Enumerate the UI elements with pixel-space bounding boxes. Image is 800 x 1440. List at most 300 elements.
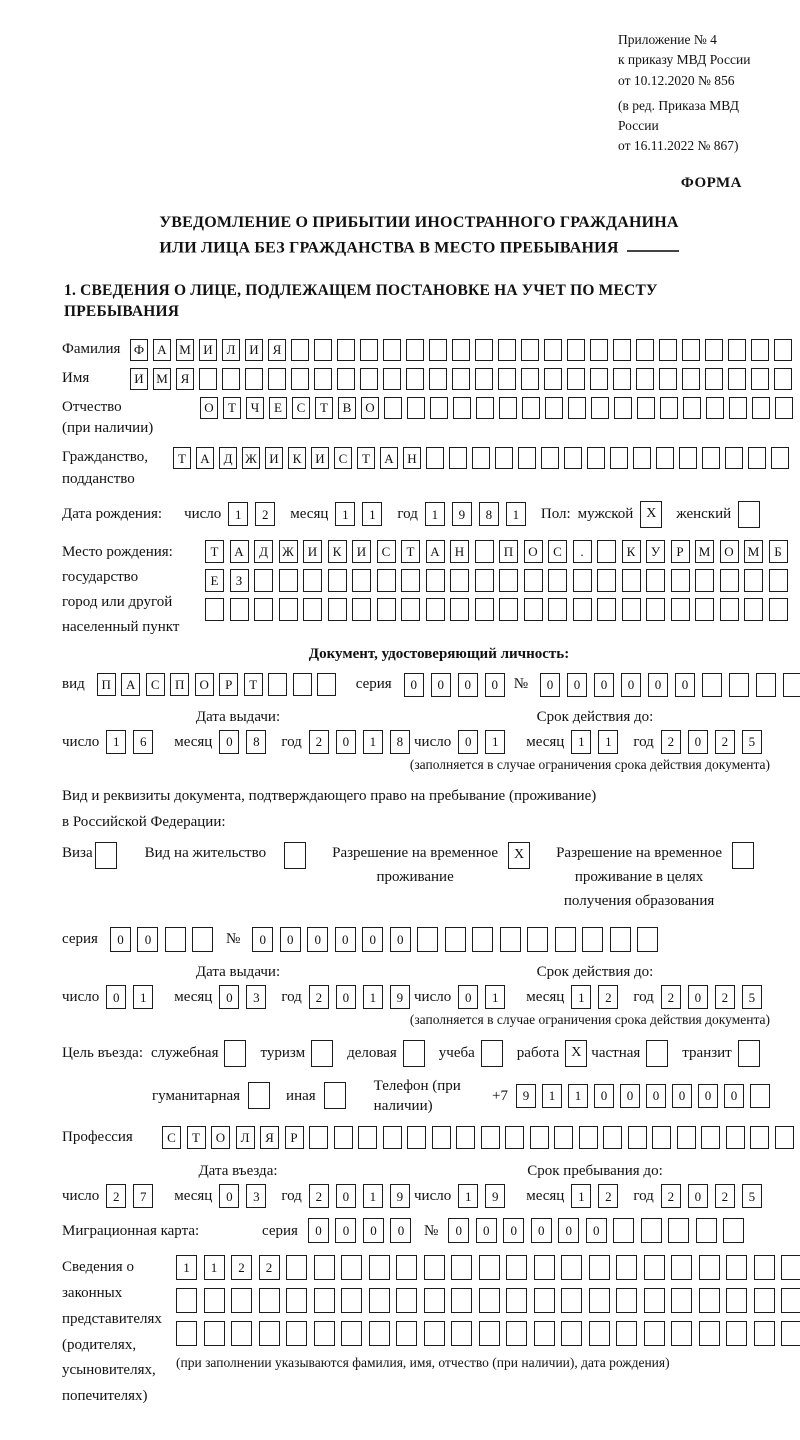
char-cell[interactable] [424,1321,445,1346]
char-cell[interactable] [369,1321,390,1346]
char-cell[interactable] [291,339,309,361]
char-cell[interactable]: 3 [246,985,266,1009]
char-cell[interactable]: 0 [688,1184,708,1208]
char-cell[interactable]: 0 [458,985,478,1009]
char-cell[interactable]: С [334,447,352,469]
char-cell[interactable]: 0 [390,927,411,952]
char-cell[interactable] [671,1255,692,1280]
char-cell[interactable] [587,447,605,469]
char-cell[interactable] [254,569,273,592]
char-cell[interactable] [231,1288,252,1313]
char-cell[interactable] [424,1255,445,1280]
char-cell[interactable]: 0 [531,1218,552,1243]
char-cell[interactable]: 5 [742,730,762,754]
char-cell[interactable]: . [573,540,592,563]
char-cell[interactable] [744,598,763,621]
purpose-work-checkbox[interactable]: X [565,1040,587,1067]
char-cell[interactable]: 0 [110,927,131,952]
char-cell[interactable] [506,1288,527,1313]
char-cell[interactable]: Д [254,540,273,563]
char-cell[interactable] [679,447,697,469]
char-cell[interactable] [479,1321,500,1346]
char-cell[interactable] [472,927,493,952]
char-cell[interactable]: 9 [485,1184,505,1208]
char-cell[interactable] [564,447,582,469]
char-cell[interactable] [341,1255,362,1280]
char-cell[interactable]: 5 [742,1184,762,1208]
purpose-tourism-checkbox[interactable] [311,1040,333,1067]
char-cell[interactable]: И [199,339,217,361]
char-cell[interactable] [384,397,402,419]
char-cell[interactable] [337,368,355,390]
char-cell[interactable] [498,368,516,390]
char-cell[interactable] [644,1255,665,1280]
char-cell[interactable] [268,368,286,390]
char-cell[interactable]: К [288,447,306,469]
char-cell[interactable]: К [328,540,347,563]
char-cell[interactable] [769,598,788,621]
char-cell[interactable] [775,397,793,419]
char-cell[interactable] [646,598,665,621]
char-cell[interactable] [291,368,309,390]
char-cell[interactable]: 0 [448,1218,469,1243]
char-cell[interactable]: 1 [571,730,591,754]
char-cell[interactable] [286,1255,307,1280]
char-cell[interactable] [752,397,770,419]
char-cell[interactable] [341,1288,362,1313]
char-cell[interactable] [579,1126,598,1149]
char-cell[interactable] [613,339,631,361]
char-cell[interactable] [176,1288,197,1313]
char-cell[interactable] [568,397,586,419]
char-cell[interactable]: П [499,540,518,563]
char-cell[interactable] [426,447,444,469]
char-cell[interactable] [783,673,800,697]
char-cell[interactable]: Н [403,447,421,469]
char-cell[interactable] [554,1126,573,1149]
char-cell[interactable] [769,569,788,592]
char-cell[interactable] [720,569,739,592]
char-cell[interactable]: С [146,673,165,696]
char-cell[interactable] [603,1126,622,1149]
char-cell[interactable]: А [196,447,214,469]
char-cell[interactable] [671,598,690,621]
char-cell[interactable]: И [352,540,371,563]
char-cell[interactable] [726,1321,747,1346]
char-cell[interactable] [476,397,494,419]
char-cell[interactable] [522,397,540,419]
char-cell[interactable] [705,368,723,390]
char-cell[interactable] [383,368,401,390]
char-cell[interactable]: 1 [228,502,248,526]
char-cell[interactable]: 0 [503,1218,524,1243]
char-cell[interactable]: 0 [648,673,668,697]
char-cell[interactable]: 0 [307,927,328,952]
char-cell[interactable] [582,927,603,952]
char-cell[interactable] [744,569,763,592]
char-cell[interactable] [231,1321,252,1346]
char-cell[interactable] [204,1288,225,1313]
char-cell[interactable]: 1 [362,502,382,526]
char-cell[interactable] [377,598,396,621]
char-cell[interactable]: 1 [133,985,153,1009]
char-cell[interactable] [352,569,371,592]
char-cell[interactable]: О [524,540,543,563]
char-cell[interactable] [500,927,521,952]
char-cell[interactable]: Ж [279,540,298,563]
char-cell[interactable] [701,1126,720,1149]
char-cell[interactable] [429,339,447,361]
char-cell[interactable] [610,927,631,952]
char-cell[interactable] [705,339,723,361]
char-cell[interactable] [286,1321,307,1346]
char-cell[interactable] [644,1321,665,1346]
char-cell[interactable]: О [361,397,379,419]
char-cell[interactable] [613,368,631,390]
char-cell[interactable] [589,1288,610,1313]
char-cell[interactable] [696,1218,717,1243]
char-cell[interactable]: 2 [661,730,681,754]
char-cell[interactable]: Н [450,540,469,563]
char-cell[interactable]: 9 [516,1084,536,1108]
char-cell[interactable] [192,927,213,952]
char-cell[interactable] [591,397,609,419]
char-cell[interactable] [702,673,722,697]
char-cell[interactable] [406,339,424,361]
char-cell[interactable] [771,447,789,469]
char-cell[interactable] [450,569,469,592]
char-cell[interactable] [314,339,332,361]
char-cell[interactable]: 1 [425,502,445,526]
residence-permit-checkbox[interactable] [284,842,306,869]
char-cell[interactable] [328,598,347,621]
char-cell[interactable] [396,1321,417,1346]
char-cell[interactable]: 7 [133,1184,153,1208]
char-cell[interactable]: 6 [133,730,153,754]
char-cell[interactable]: 8 [246,730,266,754]
char-cell[interactable] [636,339,654,361]
char-cell[interactable] [518,447,536,469]
char-cell[interactable] [616,1255,637,1280]
char-cell[interactable]: 1 [363,1184,383,1208]
char-cell[interactable] [729,673,749,697]
char-cell[interactable] [597,540,616,563]
char-cell[interactable] [781,1255,800,1280]
char-cell[interactable] [567,339,585,361]
char-cell[interactable] [475,569,494,592]
char-cell[interactable]: 2 [598,1184,618,1208]
char-cell[interactable] [407,1126,426,1149]
char-cell[interactable] [659,368,677,390]
char-cell[interactable]: 0 [621,673,641,697]
char-cell[interactable] [521,368,539,390]
char-cell[interactable]: 0 [586,1218,607,1243]
char-cell[interactable]: А [426,540,445,563]
char-cell[interactable] [573,569,592,592]
char-cell[interactable] [505,1126,524,1149]
char-cell[interactable]: Т [205,540,224,563]
char-cell[interactable] [774,368,792,390]
char-cell[interactable] [328,569,347,592]
char-cell[interactable] [774,339,792,361]
char-cell[interactable]: М [176,339,194,361]
char-cell[interactable] [756,673,776,697]
char-cell[interactable] [548,598,567,621]
char-cell[interactable]: 1 [485,985,505,1009]
char-cell[interactable] [309,1126,328,1149]
char-cell[interactable] [527,927,548,952]
char-cell[interactable] [358,1126,377,1149]
char-cell[interactable] [499,598,518,621]
char-cell[interactable] [646,569,665,592]
char-cell[interactable]: 2 [309,730,329,754]
char-cell[interactable] [506,1255,527,1280]
char-cell[interactable] [699,1321,720,1346]
char-cell[interactable] [479,1255,500,1280]
char-cell[interactable]: 1 [458,1184,478,1208]
char-cell[interactable]: 0 [724,1084,744,1108]
char-cell[interactable] [728,339,746,361]
char-cell[interactable] [590,368,608,390]
char-cell[interactable] [286,1288,307,1313]
char-cell[interactable]: 0 [336,985,356,1009]
char-cell[interactable] [751,339,769,361]
char-cell[interactable] [622,569,641,592]
char-cell[interactable]: 0 [219,730,239,754]
char-cell[interactable] [775,1126,794,1149]
char-cell[interactable] [541,447,559,469]
char-cell[interactable] [472,447,490,469]
char-cell[interactable] [637,397,655,419]
char-cell[interactable]: Ф [130,339,148,361]
char-cell[interactable] [165,927,186,952]
char-cell[interactable]: 0 [336,730,356,754]
char-cell[interactable] [668,1218,689,1243]
char-cell[interactable] [726,1126,745,1149]
char-cell[interactable] [430,397,448,419]
char-cell[interactable] [750,1084,770,1108]
char-cell[interactable]: Т [401,540,420,563]
char-cell[interactable]: 2 [598,985,618,1009]
char-cell[interactable]: Е [269,397,287,419]
char-cell[interactable] [555,927,576,952]
sex-male-checkbox[interactable]: X [640,501,662,528]
char-cell[interactable] [610,447,628,469]
char-cell[interactable] [683,397,701,419]
char-cell[interactable]: 2 [715,985,735,1009]
char-cell[interactable]: 2 [661,1184,681,1208]
char-cell[interactable] [534,1321,555,1346]
char-cell[interactable] [314,1288,335,1313]
char-cell[interactable]: 0 [404,673,424,697]
char-cell[interactable] [616,1321,637,1346]
char-cell[interactable] [720,598,739,621]
sex-female-checkbox[interactable] [738,501,760,528]
char-cell[interactable]: 0 [137,927,158,952]
char-cell[interactable] [426,598,445,621]
char-cell[interactable] [671,569,690,592]
char-cell[interactable]: П [97,673,116,696]
char-cell[interactable] [475,339,493,361]
char-cell[interactable] [369,1255,390,1280]
char-cell[interactable]: О [211,1126,230,1149]
char-cell[interactable] [317,673,336,696]
char-cell[interactable] [524,569,543,592]
char-cell[interactable] [451,1255,472,1280]
char-cell[interactable]: Р [671,540,690,563]
char-cell[interactable]: 0 [485,673,505,697]
char-cell[interactable]: И [265,447,283,469]
char-cell[interactable]: О [195,673,214,696]
char-cell[interactable]: И [311,447,329,469]
char-cell[interactable]: 1 [485,730,505,754]
char-cell[interactable] [230,598,249,621]
char-cell[interactable] [401,598,420,621]
char-cell[interactable] [597,569,616,592]
char-cell[interactable] [614,397,632,419]
char-cell[interactable]: 1 [363,730,383,754]
char-cell[interactable]: 2 [715,1184,735,1208]
char-cell[interactable]: О [200,397,218,419]
char-cell[interactable] [360,339,378,361]
char-cell[interactable] [450,598,469,621]
char-cell[interactable]: 0 [620,1084,640,1108]
char-cell[interactable] [429,368,447,390]
char-cell[interactable]: 2 [106,1184,126,1208]
char-cell[interactable]: Т [315,397,333,419]
char-cell[interactable] [682,368,700,390]
char-cell[interactable]: 1 [204,1255,225,1280]
char-cell[interactable]: 0 [335,927,356,952]
char-cell[interactable]: А [230,540,249,563]
char-cell[interactable] [695,569,714,592]
char-cell[interactable]: 1 [335,502,355,526]
char-cell[interactable]: 2 [661,985,681,1009]
char-cell[interactable] [548,569,567,592]
char-cell[interactable]: З [230,569,249,592]
char-cell[interactable]: 0 [698,1084,718,1108]
char-cell[interactable] [383,339,401,361]
char-cell[interactable] [334,1126,353,1149]
char-cell[interactable]: Т [357,447,375,469]
char-cell[interactable] [706,397,724,419]
char-cell[interactable] [456,1126,475,1149]
char-cell[interactable] [396,1255,417,1280]
char-cell[interactable]: 1 [106,730,126,754]
char-cell[interactable] [498,339,516,361]
char-cell[interactable] [754,1255,775,1280]
char-cell[interactable] [628,1126,647,1149]
char-cell[interactable]: 2 [309,985,329,1009]
char-cell[interactable]: Я [268,339,286,361]
char-cell[interactable]: 0 [594,1084,614,1108]
char-cell[interactable]: Р [285,1126,304,1149]
char-cell[interactable] [432,1126,451,1149]
purpose-transit-checkbox[interactable] [738,1040,760,1067]
char-cell[interactable]: Т [244,673,263,696]
char-cell[interactable] [424,1288,445,1313]
char-cell[interactable] [659,339,677,361]
char-cell[interactable]: 1 [598,730,618,754]
char-cell[interactable] [656,447,674,469]
purpose-private-checkbox[interactable] [646,1040,668,1067]
char-cell[interactable]: 1 [542,1084,562,1108]
char-cell[interactable]: И [130,368,148,390]
char-cell[interactable]: 0 [558,1218,579,1243]
char-cell[interactable] [259,1321,280,1346]
char-cell[interactable] [341,1321,362,1346]
char-cell[interactable]: 9 [390,985,410,1009]
char-cell[interactable] [636,368,654,390]
char-cell[interactable]: О [720,540,739,563]
char-cell[interactable] [521,339,539,361]
char-cell[interactable]: Т [187,1126,206,1149]
char-cell[interactable] [682,339,700,361]
char-cell[interactable]: 0 [594,673,614,697]
char-cell[interactable]: А [153,339,171,361]
char-cell[interactable] [723,1218,744,1243]
char-cell[interactable] [590,339,608,361]
temp-residence-checkbox[interactable]: X [508,842,530,869]
char-cell[interactable]: 1 [571,1184,591,1208]
char-cell[interactable]: 1 [506,502,526,526]
char-cell[interactable] [481,1126,500,1149]
purpose-study-checkbox[interactable] [481,1040,503,1067]
char-cell[interactable] [279,598,298,621]
char-cell[interactable] [616,1288,637,1313]
char-cell[interactable] [622,598,641,621]
char-cell[interactable] [652,1126,671,1149]
char-cell[interactable] [751,368,769,390]
char-cell[interactable] [499,397,517,419]
char-cell[interactable] [699,1288,720,1313]
char-cell[interactable]: 2 [231,1255,252,1280]
char-cell[interactable]: И [303,540,322,563]
char-cell[interactable] [728,368,746,390]
char-cell[interactable]: А [380,447,398,469]
char-cell[interactable]: С [377,540,396,563]
char-cell[interactable]: Л [236,1126,255,1149]
char-cell[interactable]: М [744,540,763,563]
temp-residence-education-checkbox[interactable] [732,842,754,869]
char-cell[interactable]: 0 [252,927,273,952]
char-cell[interactable]: Л [222,339,240,361]
char-cell[interactable]: 1 [568,1084,588,1108]
char-cell[interactable]: М [153,368,171,390]
char-cell[interactable] [699,1255,720,1280]
char-cell[interactable]: 0 [458,673,478,697]
char-cell[interactable] [633,447,651,469]
char-cell[interactable] [452,368,470,390]
char-cell[interactable] [426,569,445,592]
char-cell[interactable]: 0 [363,1218,384,1243]
char-cell[interactable] [729,397,747,419]
char-cell[interactable] [199,368,217,390]
char-cell[interactable]: 9 [452,502,472,526]
char-cell[interactable]: 0 [390,1218,411,1243]
char-cell[interactable]: 8 [479,502,499,526]
char-cell[interactable]: Д [219,447,237,469]
char-cell[interactable]: 0 [431,673,451,697]
char-cell[interactable] [360,368,378,390]
char-cell[interactable] [222,368,240,390]
char-cell[interactable] [452,339,470,361]
char-cell[interactable] [506,1321,527,1346]
char-cell[interactable]: 0 [688,730,708,754]
char-cell[interactable]: С [548,540,567,563]
char-cell[interactable] [245,368,263,390]
char-cell[interactable] [637,927,658,952]
